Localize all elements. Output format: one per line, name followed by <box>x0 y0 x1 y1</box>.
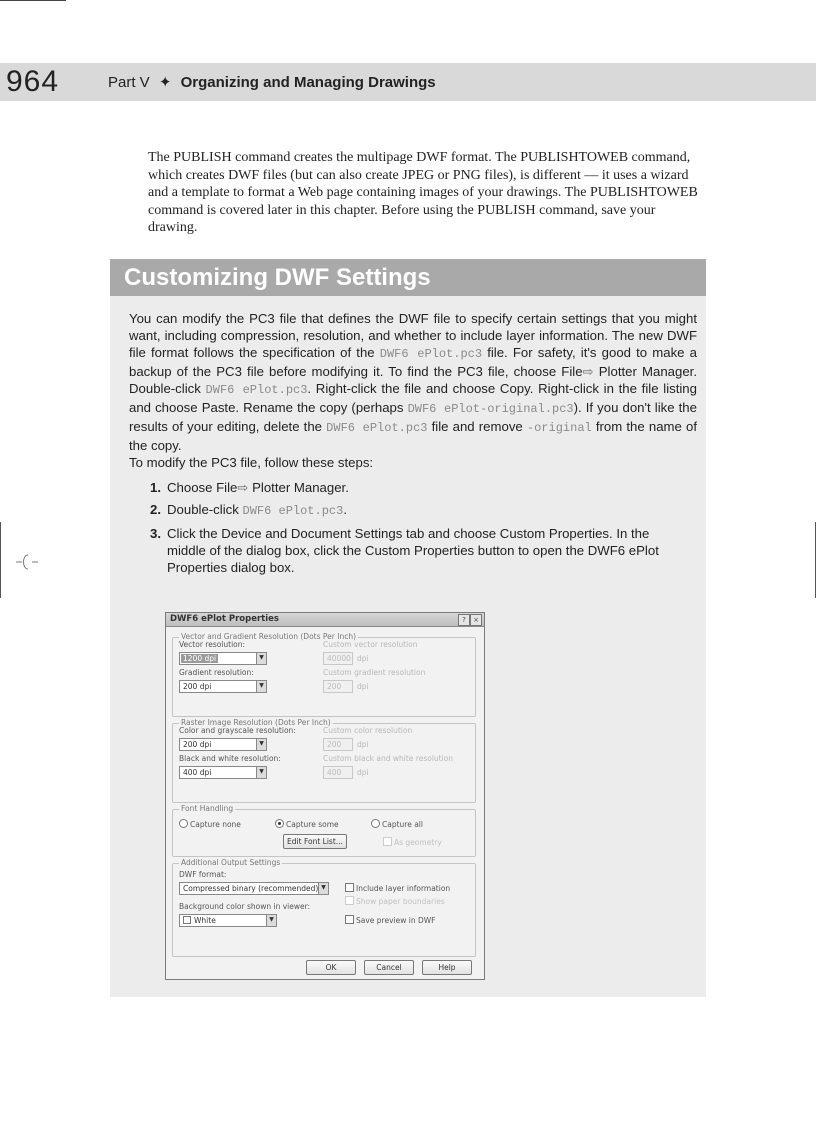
menu-arrow-icon: ⇨ <box>237 480 249 495</box>
sidebar-title: Customizing DWF Settings <box>110 259 706 296</box>
custom-bw-field[interactable]: 400 <box>323 766 353 779</box>
sidebar-box <box>110 259 706 997</box>
custom-vector-field[interactable]: 40000 <box>323 652 353 665</box>
dialog-title: DWF6 ePlot Properties <box>170 614 279 624</box>
dwf6-properties-dialog <box>165 612 485 980</box>
margin-line-left <box>0 522 1 598</box>
sidebar-paragraph-2: To modify the PC3 file, follow these steps: <box>129 455 374 470</box>
steps-list <box>150 479 690 576</box>
sidebar-paragraph-1: You can modify the PC3 file that defines the DWF file to specify certain settings that you might want, including compression, resolution, and whether to include layer information. The new DWF file format follows the specification of the DWF6 ePlot.pc3 file. For safety, it's good to make a backup of the PC3 file before modifying it. To find the PC3 file, choose File⇨ Plotter Manager. Double-click DWF6 ePlot.pc3. Right-click the file and choose Copy. Right-click in the file listing and choose Paste. Rename the copy (perhaps DWF6 ePlot-original.pc3). If you don't like the results of your editing, delete the DWF6 ePlot.pc3 file and remove -original from the name of the copy. <box>129 311 697 453</box>
ok-button[interactable]: OK <box>306 960 356 975</box>
registration-mark-icon <box>14 552 54 572</box>
intro-paragraph: The PUBLISH command creates the multipage DWF format. The PUBLISHTOWEB command, which creates DWF files (but can also create JPEG or PNG files), is different — it uses a wizard and a template to format a Web page containing images of your drawings. The PUBLISHTOWEB command is covered later in this chapter. Before using the PUBLISH command, save your drawing. <box>148 150 698 235</box>
white-swatch-icon <box>183 916 191 924</box>
vector-resolution-group: Vector and Gradient Resolution (Dots Per Inch) Vector resolution: 1200 dpi ▼ Custom vector resolution 40000 dpi Gradient resolution: 200 dpi ▼ Custom gradient resolution 200 dpi <box>172 637 476 717</box>
close-icon[interactable]: × <box>470 614 482 626</box>
capture-all-radio[interactable]: Capture all <box>371 819 423 829</box>
list-item: 1. Choose File⇨ Plotter Manager. <box>150 480 349 495</box>
list-item: 3. Click the Device and Document Settings tab and choose Custom Properties. In the middle of the dialog box, click the Custom Properties button to open the DWF6 ePlot Properties dialog box. <box>150 526 659 575</box>
running-head <box>108 73 436 91</box>
chevron-down-icon: ▼ <box>256 767 266 778</box>
bw-resolution-select[interactable]: 400 dpi ▼ <box>179 766 267 779</box>
gradient-resolution-select[interactable]: 200 dpi ▼ <box>179 680 267 693</box>
save-preview-checkbox[interactable]: Save preview in DWF <box>345 915 435 925</box>
dialog-titlebar <box>166 613 484 627</box>
cancel-button[interactable]: Cancel <box>364 960 414 975</box>
include-layer-checkbox[interactable]: Include layer information <box>345 883 450 893</box>
edit-font-list-button[interactable]: Edit Font List... <box>283 834 347 849</box>
list-item: 2. Double-click DWF6 ePlot.pc3. <box>150 502 347 518</box>
raster-resolution-group: Raster Image Resolution (Dots Per Inch) Color and grayscale resolution: 200 dpi ▼ Custom color resolution 200 dpi Black and white resolution: 400 dpi ▼ Custom black and white resolution 400 dpi <box>172 723 476 803</box>
chevron-down-icon: ▼ <box>256 739 266 750</box>
color-resolution-select[interactable]: 200 dpi ▼ <box>179 738 267 751</box>
custom-gradient-field[interactable]: 200 <box>323 680 353 693</box>
show-paper-checkbox[interactable]: Show paper boundaries <box>345 896 445 906</box>
chapter-title: Organizing and Managing Drawings <box>180 74 436 91</box>
output-settings-group: Additional Output Settings DWF format: Compressed binary (recommended) ▼ Include layer information Show paper boundaries Background color shown in viewer: White ▼ Save preview in DWF <box>172 863 476 957</box>
capture-none-radio[interactable]: Capture none <box>179 819 241 829</box>
custom-color-field[interactable]: 200 <box>323 738 353 751</box>
part-label: Part V <box>108 74 150 91</box>
crop-mark <box>0 0 66 1</box>
capture-some-radio[interactable]: Capture some <box>275 819 339 829</box>
chevron-down-icon: ▼ <box>256 681 266 692</box>
menu-arrow-icon: ⇨ <box>582 364 594 379</box>
chevron-down-icon: ▼ <box>266 915 276 926</box>
separator-icon: ✦ <box>158 74 172 91</box>
help-icon[interactable]: ? <box>458 614 470 626</box>
page-number: 964 <box>6 65 60 98</box>
as-geometry-checkbox[interactable]: As geometry <box>383 837 442 847</box>
chevron-down-icon: ▼ <box>256 653 266 664</box>
help-button[interactable]: Help <box>422 960 472 975</box>
font-handling-group: Font Handling Capture none Capture some Capture all Edit Font List... As geometry <box>172 809 476 857</box>
dwf-format-select[interactable]: Compressed binary (recommended) ▼ <box>179 882 329 895</box>
background-color-select[interactable]: White ▼ <box>179 914 277 927</box>
vector-resolution-select[interactable]: 1200 dpi ▼ <box>179 652 267 665</box>
chevron-down-icon: ▼ <box>318 883 328 894</box>
